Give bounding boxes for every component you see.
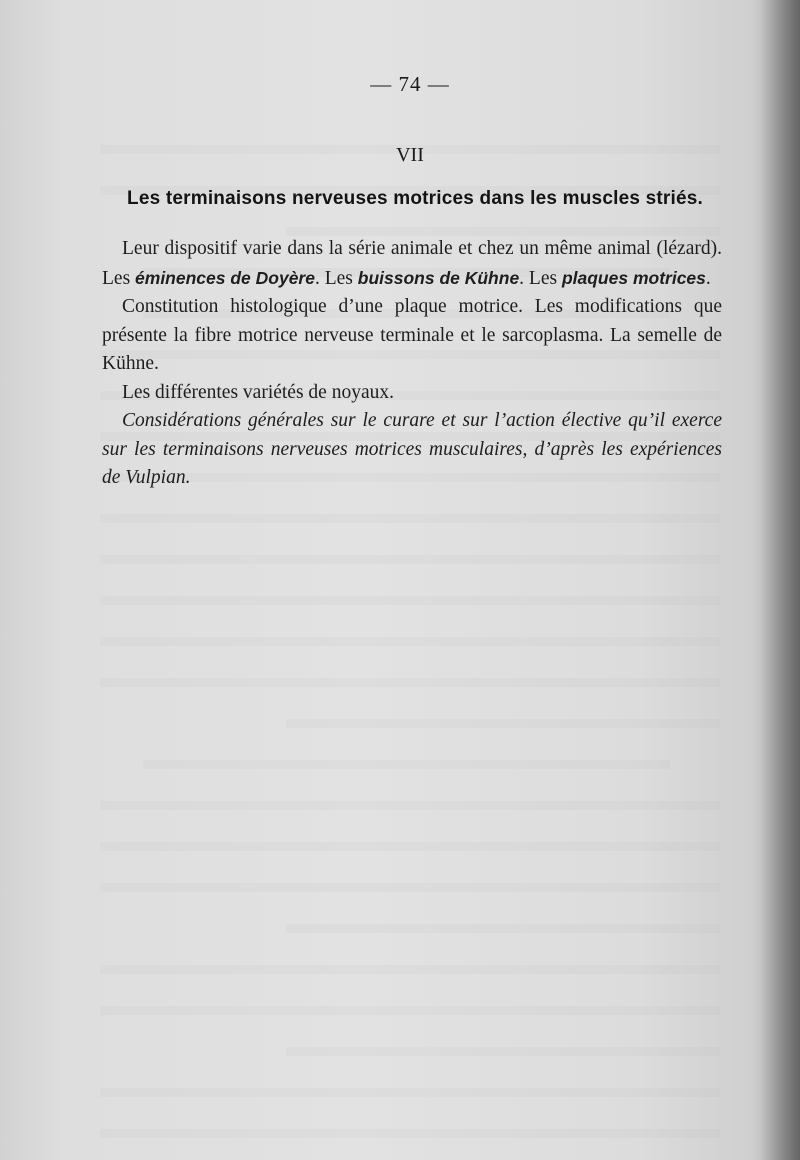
text-run: . Les (314, 267, 358, 289)
paragraph-curare: Considérations générales sur le curare et sur l’action élective qu’il exerce sur les terminaisons nerveuses motrices musculaires, d’après les expériences de Vulpian. (102, 410, 722, 488)
term-eminences: éminences de Doyère (135, 267, 315, 288)
text-run: . Les (519, 267, 562, 289)
text-run: Leur dispositif varie dans la série animale et chez un même animal (lézard). Les (102, 238, 722, 289)
text-run: . (705, 267, 711, 289)
paragraph-dispositif (102, 235, 722, 293)
page-number: — 74 — (370, 72, 450, 96)
paragraph-noyaux: Les différentes variétés de noyaux. (122, 381, 394, 403)
binding-shadow (760, 0, 800, 1160)
term-plaques: plaques motrices (561, 267, 706, 288)
paragraph-constitution: Constitution histologique d’une plaque motrice. Les modifications que présente la fibre motrice nerveuse terminale et le sarcoplasma. La semelle de Kühne. (102, 296, 722, 374)
body-text (102, 235, 722, 493)
section-number: VII (396, 144, 424, 166)
term-buissons: buissons de Kühne (357, 267, 520, 288)
section-title: Les terminaisons nerveuses motrices dans les muscles striés. (127, 188, 703, 209)
